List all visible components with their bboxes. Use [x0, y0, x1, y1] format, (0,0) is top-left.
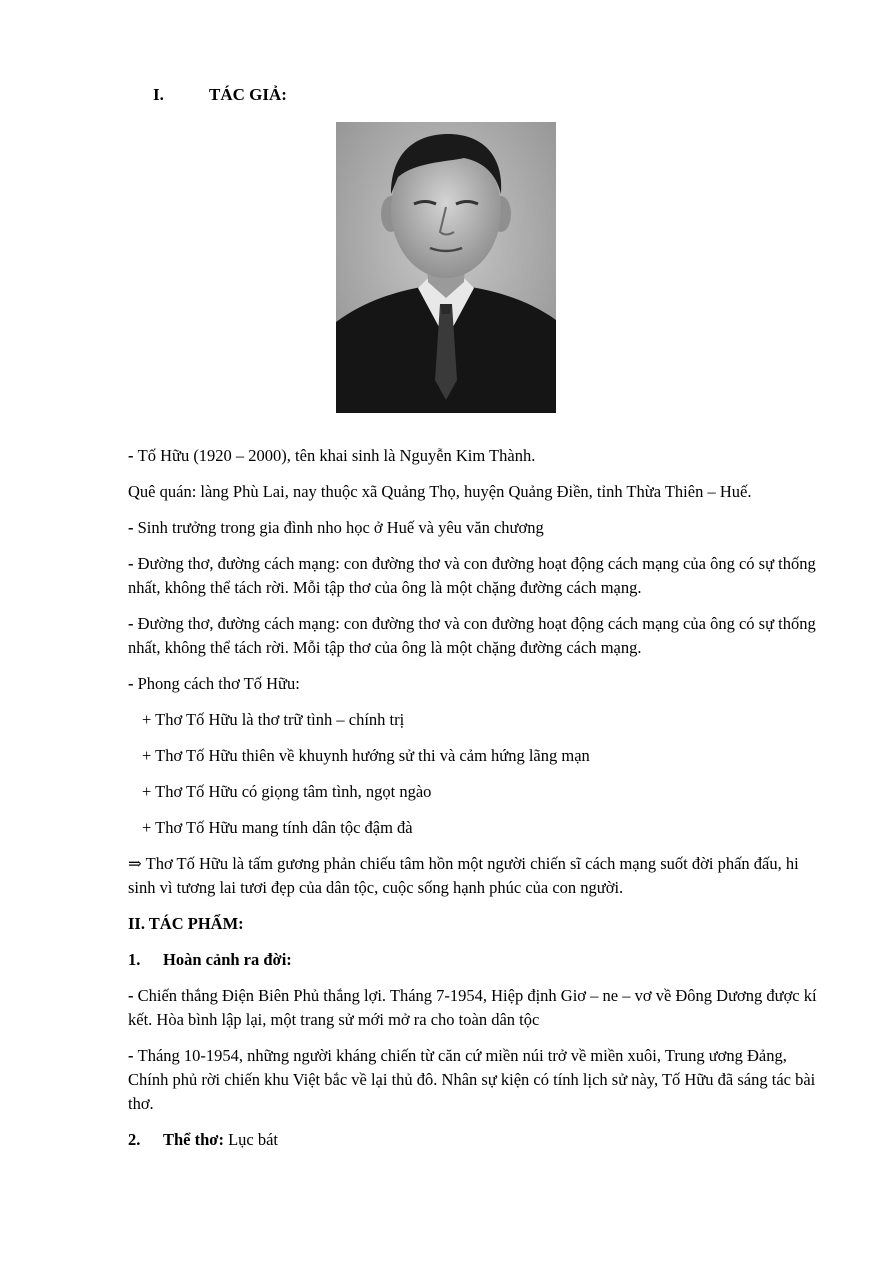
- subsection-1-heading: 1. Hoàn cảnh ra đời:: [128, 950, 292, 969]
- document-body: [128, 444, 818, 1164]
- style-item: + Thơ Tố Hữu là thơ trữ tình – chính trị: [142, 710, 405, 729]
- author-conclusion: ⇒ Thơ Tố Hữu là tấm gương phản chiếu tâm hồn một người chiến sĩ cách mạng suốt đời phấn đấu, hi sinh vì tương lai tươi đẹp của dân tộc, cuộc sống hạnh phúc của con người.: [128, 854, 799, 897]
- context-paragraph-1: - Chiến thắng Điện Biên Phủ thắng lợi. Tháng 7-1954, Hiệp định Giơ – ne – vơ về Đông Dương được kí kết. Hòa bình lập lại, một trang sử mới mở ra cho toàn dân tộc: [128, 986, 817, 1029]
- context-paragraph-2: - Tháng 10-1954, những người kháng chiến từ căn cứ miền núi trở về miền xuôi, Trung ương Đảng, Chính phủ rời chiến khu Việt bắc về lại thủ đô. Nhân sự kiện có tính lịch sử này, Tố Hữu đã sáng tác bài thơ.: [128, 1046, 816, 1113]
- author-path-1: - Đường thơ, đường cách mạng: con đường thơ và con đường hoạt động cách mạng của ông có sự thống nhất, không thể tách rời. Mỗi tập thơ của ông là một chặng đường cách mạng.: [128, 554, 816, 597]
- section-title: TÁC GIẢ:: [209, 85, 287, 104]
- author-upbringing: - Sinh trưởng trong gia đình nho học ở Huế và yêu văn chương: [128, 518, 544, 537]
- verse-form-value: Lục bát: [228, 1130, 278, 1149]
- section-number: I.: [153, 85, 164, 104]
- style-intro: - Phong cách thơ Tố Hữu:: [128, 674, 300, 693]
- section-2-heading: II. TÁC PHẨM:: [128, 914, 244, 933]
- style-item: + Thơ Tố Hữu mang tính dân tộc đậm đà: [142, 818, 413, 837]
- author-portrait: [336, 122, 556, 413]
- style-item: + Thơ Tố Hữu có giọng tâm tình, ngọt ngào: [142, 782, 432, 801]
- implies-icon: ⇒: [128, 854, 146, 873]
- subsection-2-heading: 2. Thể thơ: Lục bát: [128, 1130, 278, 1149]
- section-1-heading: [153, 85, 287, 105]
- author-hometown: Quê quán: làng Phù Lai, nay thuộc xã Quảng Thọ, huyện Quảng Điền, tỉnh Thừa Thiên – Huế.: [128, 482, 752, 501]
- style-item: + Thơ Tố Hữu thiên về khuynh hướng sử thi và cảm hứng lãng mạn: [142, 746, 590, 765]
- author-name-line: - Tố Hữu (1920 – 2000), tên khai sinh là Nguyễn Kim Thành.: [128, 446, 536, 465]
- author-path-2: - Đường thơ, đường cách mạng: con đường thơ và con đường hoạt động cách mạng của ông có sự thống nhất, không thể tách rời. Mỗi tập thơ của ông là một chặng đường cách mạng.: [128, 614, 816, 657]
